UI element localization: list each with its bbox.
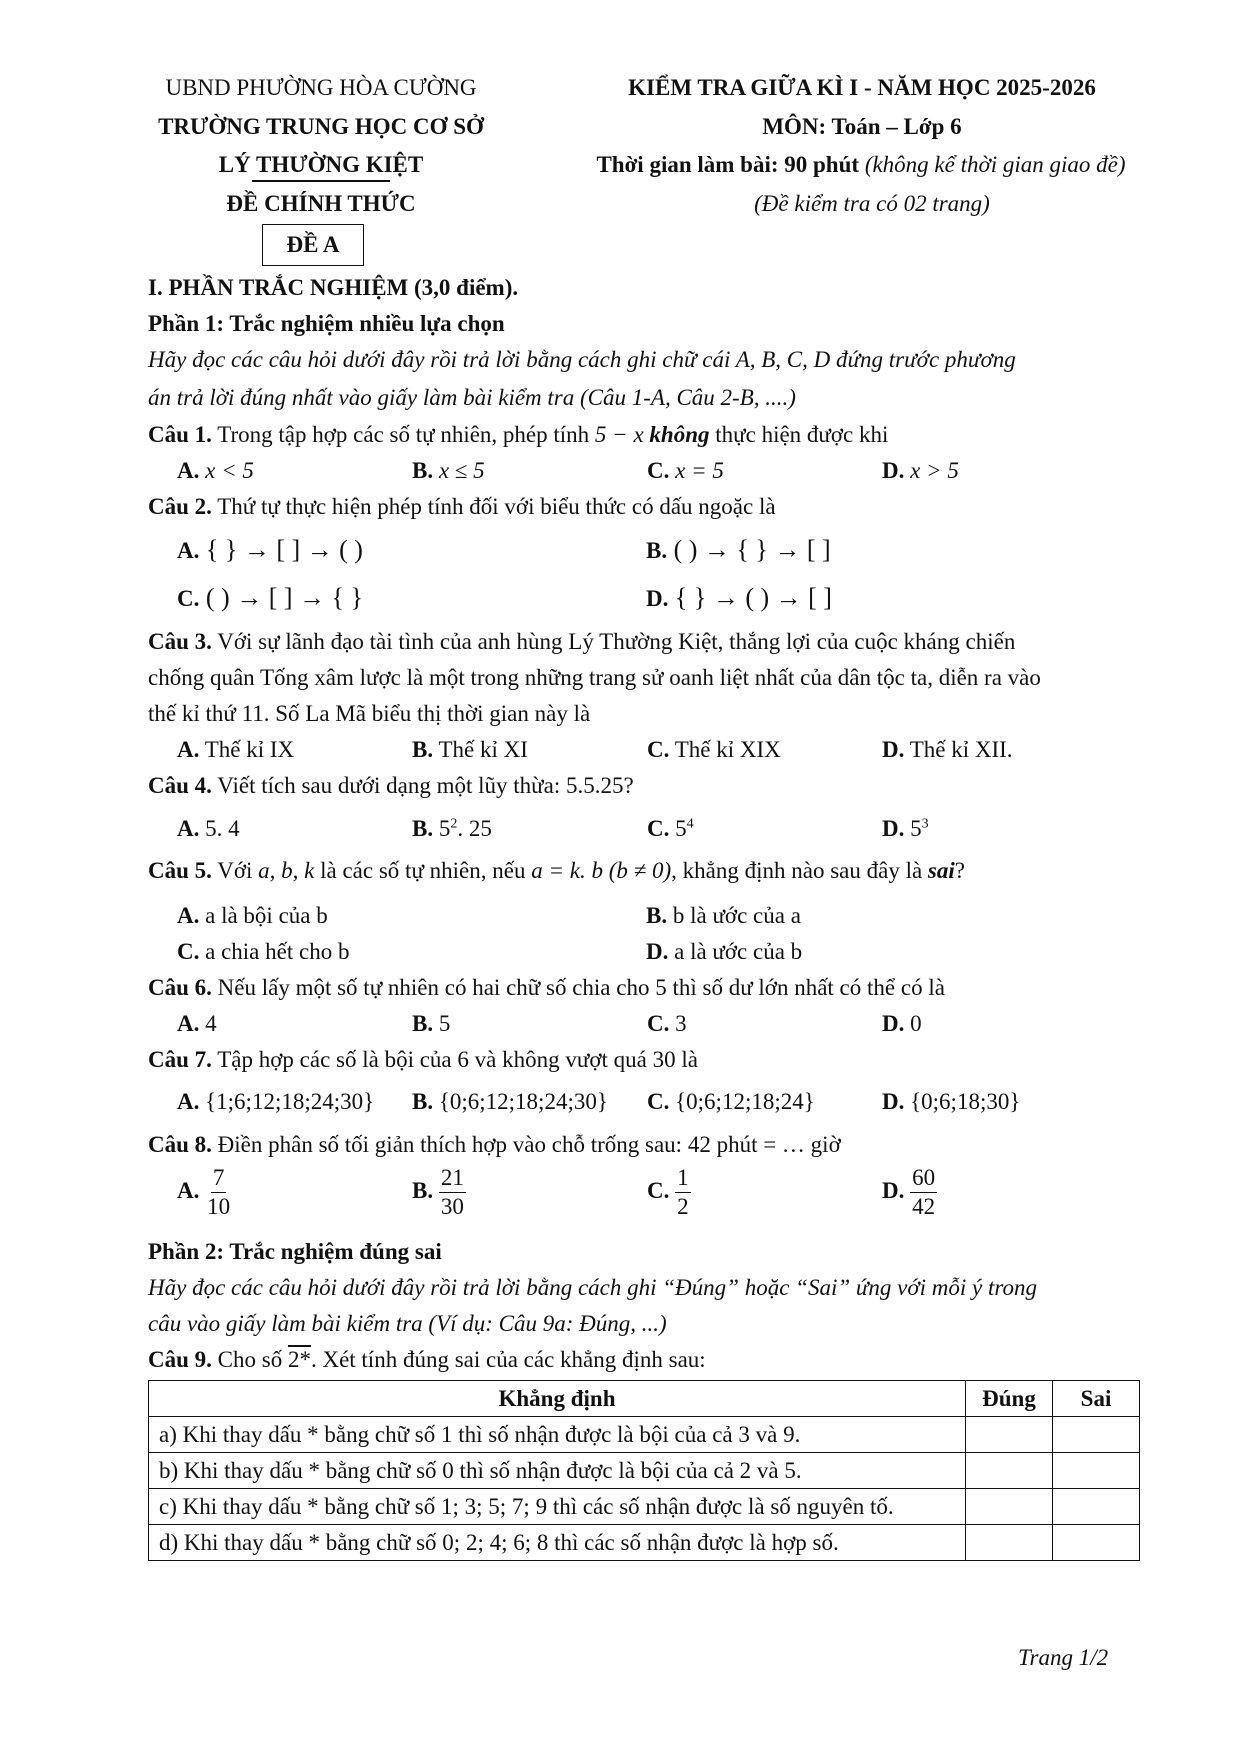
option-c: C. $5^4$ [647,816,694,841]
question-7 [148,1046,698,1074]
question-label: Câu 7. [148,1047,212,1072]
part1-title: Phần 1: Trắc nghiệm nhiều lựa chọn [148,311,505,336]
option-a: A. Thế kỉ IX [177,737,295,762]
question-text: Nếu lấy một số tự nhiên có hai chữ số chia cho 5 thì số dư lớn nhất có thể có là [211,975,945,1000]
question-label: Câu 3. [148,629,212,654]
part2-instruction-1: Hãy đọc các câu hỏi dưới đây rồi trả lời bằng cách ghi “Đúng” hoặc “Sai” ứng với mỗi ý trong [148,1275,1037,1300]
table-header-row [149,1381,1140,1417]
statement-d: d) Khi thay dấu * bằng chữ số 0; 2; 4; 6; 8 thì các số nhận được là hợp số. [149,1525,966,1561]
statement-c: c) Khi thay dấu * bằng chữ số 1; 3; 5; 7; 9 thì các số nhận được là số nguyên tố. [149,1489,966,1525]
question-label: Câu 6. [148,975,212,1000]
question-3-line-3: thế kỉ thứ 11. Số La Mã biểu thị thời gian này là [148,701,591,726]
option-d: D. { } → ( ) → [ ] [646,583,832,612]
math-expression: 5 − x [594,422,644,447]
option-a: A. {1;6;12;18;24;30} [177,1089,375,1114]
option-c: C. a chia hết cho b [177,939,350,964]
column-header-statement: Khẳng định [149,1381,966,1417]
option-b: B. {0;6;12;18;24;30} [412,1089,608,1114]
question-1 [148,421,888,449]
question-9: Câu 9. Cho số 2*. Xét tính đúng sai của các khẳng định sau: [148,1347,706,1372]
question-label: Câu 4. [148,773,212,798]
school-name: LÝ THƯỜNG KIỆT [218,152,424,177]
table-row [149,1453,1140,1489]
school-type: TRƯỜNG TRUNG HỌC CƠ SỞ [158,114,484,139]
question-5: Câu 5. Với a, b, k là các số tự nhiên, nếu a = k. b (b ≠ 0), khẳng định nào sau đây là sai? [148,858,965,883]
pages-note: (Đề kiểm tra có 02 trang) [754,191,990,216]
question-text: Tập hợp các số là bội của 6 và không vượt quá 30 là [211,1047,698,1072]
table-row [149,1489,1140,1525]
time-line [596,151,1125,179]
keyword: không [649,422,710,447]
option-b: B. b là ước của a [646,903,801,928]
statement-b: b) Khi thay dấu * bằng chữ số 0 thì số nhận được là bội của cả 2 và 5. [149,1453,966,1489]
part2-title: Phần 2: Trắc nghiệm đúng sai [148,1239,442,1264]
option-d: D. a là ước của b [646,939,803,964]
part2-instruction-2: câu vào giấy làm bài kiểm tra (Ví dụ: Câu 9a: Đúng, ...) [148,1311,667,1336]
cell-true [966,1453,1053,1489]
cell-false [1053,1489,1140,1525]
option-a: A. 5. 4 [177,816,240,841]
school-name-underline [252,180,390,182]
time-label: Thời gian làm bài: 90 phút [596,152,860,177]
option-d: D. $5^3$ [882,816,929,841]
math-expression: 2* [287,1347,311,1372]
option-a: A. { } → [ ] → ( ) [177,535,363,564]
question-text: Viết tích sau dưới dạng một lũy thừa: 5.5.25? [211,773,634,798]
question-3-line-2: chống quân Tống xâm lược là một trong những trang sử oanh liệt nhất của dân tộc ta, diễn ra vào [148,665,1041,690]
question-label: Câu 5. [148,858,212,883]
option-b: B. Thế kỉ XI [412,737,528,762]
cell-true [966,1489,1053,1525]
keyword: sai [927,858,955,883]
exam-code-box [262,224,364,266]
exam-title: KIỂM TRA GIỮA KÌ I - NĂM HỌC 2025-2026 [628,75,1096,100]
department-name: UBND PHƯỜNG HÒA CƯỜNG [165,75,477,100]
question-4 [148,772,634,800]
question-8 [148,1131,841,1159]
subject-line: MÔN: Toán – Lớp 6 [762,114,962,139]
option-b: B. $5^2$. 25 [412,816,492,841]
question-text: Với sự lãnh đạo tài tình của anh hùng Lý Thường Kiệt, thắng lợi của cuộc kháng chiến [211,629,1016,654]
option-c: C. ( ) → [ ] → { } [177,583,363,612]
option-c: C. x = 5 [647,458,724,483]
option-a: A. x < 5 [177,458,254,483]
option-c: C. 3 [647,1011,687,1036]
option-b: B. x ≤ 5 [412,458,485,483]
column-header-true: Đúng [966,1381,1053,1417]
part1-instruction-1: Hãy đọc các câu hỏi dưới đây rồi trả lời bằng cách ghi chữ cái A, B, C, D đứng trước phương [148,347,1016,372]
statements-table [148,1380,1140,1561]
option-a: A. 4 [177,1011,217,1036]
question-label: Câu 8. [148,1132,212,1157]
option-d: D. 0 [882,1011,922,1036]
official-label: ĐỀ CHÍNH THỨC [226,191,416,216]
option-d: D. $\frac{60}{42}$ [882,1165,936,1220]
question-2 [148,493,776,521]
statement-a: a) Khi thay dấu * bằng chữ số 1 thì số nhận được là bội của cả 3 và 9. [149,1417,966,1453]
option-c: C. Thế kỉ XIX [647,737,781,762]
question-text: Thứ tự thực hiện phép tính đối với biểu thức có dấu ngoặc là [211,494,776,519]
question-text: thực hiện được khi [709,422,889,447]
table-row [149,1525,1140,1561]
column-header-false: Sai [1053,1381,1140,1417]
cell-true [966,1417,1053,1453]
part1-instruction-2: án trả lời đúng nhất vào giấy làm bài kiểm tra (Câu 1-A, Câu 2-B, ....) [148,385,796,410]
option-c: C. {0;6;12;18;24} [647,1089,815,1114]
question-label: Câu 9. [148,1347,212,1372]
exam-code: ĐỀ A [286,232,340,257]
page-number: Trang 1/2 [1018,1645,1109,1670]
question-text: Trong tập hợp các số tự nhiên, phép tính [211,422,595,447]
cell-false [1053,1417,1140,1453]
option-b: B. $\frac{21}{30}$ [412,1165,464,1220]
option-d: D. x > 5 [882,458,959,483]
option-a: A. a là bội của b [177,903,328,928]
option-d: D. {0;6;18;30} [882,1089,1021,1114]
question-text: Điền phân số tối giản thích hợp vào chỗ trống sau: 42 phút = … giờ [211,1132,841,1157]
option-c: C. $\frac{1}{2}$ [647,1165,689,1220]
question-6 [148,974,945,1002]
section-title: I. PHẦN TRẮC NGHIỆM (3,0 điểm). [148,275,519,300]
cell-false [1053,1453,1140,1489]
table-row [149,1417,1140,1453]
time-note: (không kể thời gian giao đề) [864,152,1126,177]
option-d: D. Thế kỉ XII. [882,737,1013,762]
option-b: B. ( ) → { } → [ ] [646,535,831,564]
option-a: A. $\frac{7}{10}$ [177,1165,231,1220]
cell-true [966,1525,1053,1561]
question-label: Câu 1. [148,422,212,447]
question-label: Câu 2. [148,494,212,519]
question-3 [148,628,1015,656]
math-expression: a = k. b (b ≠ 0) [531,858,672,883]
option-b: B. 5 [412,1011,451,1036]
cell-false [1053,1525,1140,1561]
